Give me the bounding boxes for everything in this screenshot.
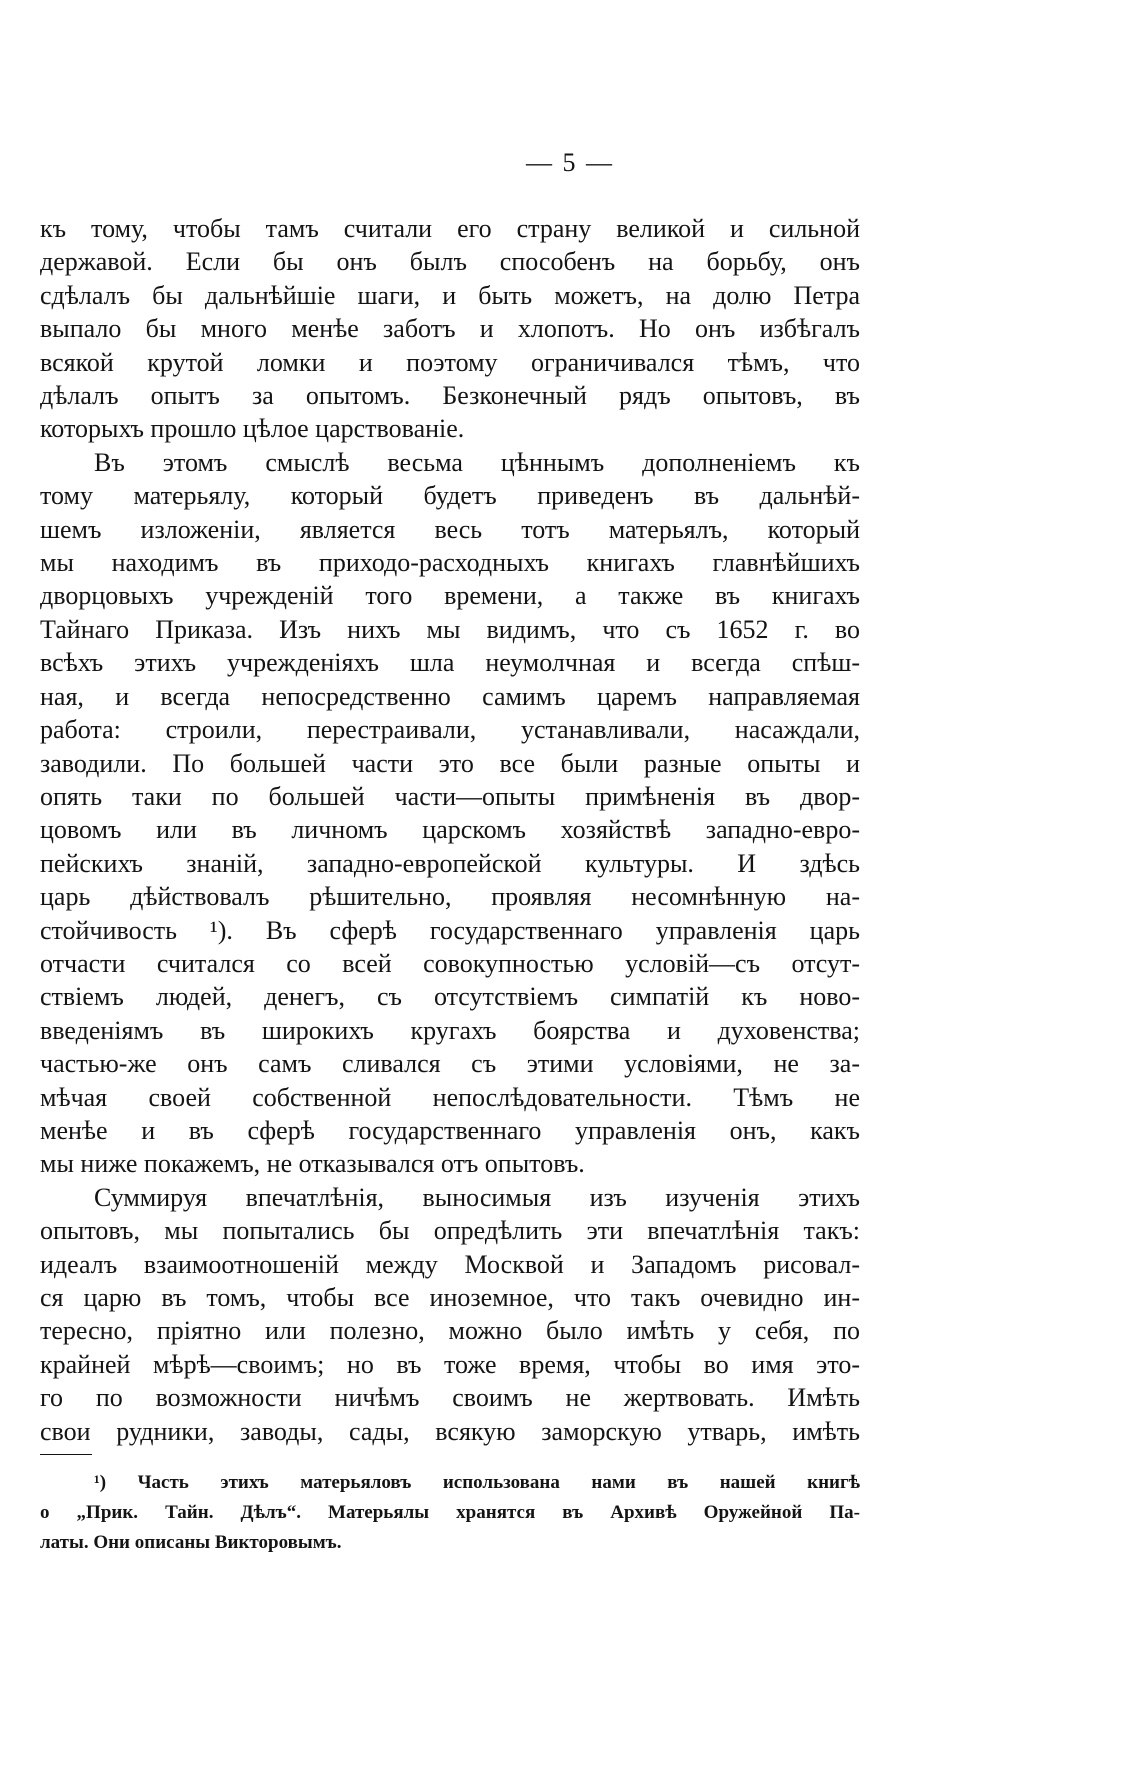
text-line: тому матерьялу, который будетъ приведенъ въ дальнѣй-: [40, 481, 860, 511]
text-line: державой. Если бы онъ былъ способенъ на борьбу, онъ: [40, 247, 860, 277]
text-line: отчасти считался со всей совокупностью условій—съ отсут-: [40, 948, 860, 978]
text-line: дворцовыхъ учрежденій того времени, а также въ книгахъ: [40, 581, 860, 611]
text-line: стойчивость ¹). Въ сферѣ государственнаго управленія царь: [40, 915, 860, 945]
text-line: Тайнаго Приказа. Изъ нихъ мы видимъ, что съ 1652 г. во: [40, 614, 860, 644]
paragraph: [40, 1181, 860, 1448]
text-line: шемъ изложеніи, является весь тотъ матерьялъ, который: [40, 514, 860, 544]
footnote: [40, 1468, 860, 1558]
text-line: опять таки по большей части—опыты примѣненія въ двор-: [40, 781, 860, 811]
text-line: введеніямъ въ широкихъ кругахъ боярства и духовенства;: [40, 1015, 860, 1045]
page-number: — 5 —: [526, 148, 614, 177]
text-line: мы находимъ въ приходо-расходныхъ книгахъ главнѣйшихъ: [40, 548, 860, 578]
text-line: Въ этомъ смыслѣ весьма цѣннымъ дополненіемъ къ: [94, 447, 860, 477]
footnote-line: латы. Они описаны Викторовымъ.: [40, 1532, 342, 1553]
text-line: опытовъ, мы попытались бы опредѣлить эти впечатлѣнія такъ:: [40, 1216, 860, 1246]
text-line: тересно, пріятно или полезно, можно было имѣть у себя, по: [40, 1316, 860, 1346]
footnote-line: о „Прик. Тайн. Дѣлъ“. Матерьялы хранятся въ Архивѣ Оружейной Па-: [40, 1502, 860, 1523]
text-line: выпало бы много менѣе заботъ и хлопотъ. Но онъ избѣгалъ: [40, 314, 860, 344]
footnote-line: ¹) Часть этихъ матерьяловъ использована нами въ нашей книгѣ: [94, 1472, 860, 1493]
text-line: мѣчая своей собственной непослѣдовательности. Тѣмъ не: [40, 1082, 860, 1112]
text-line: ствіемъ людей, денегъ, съ отсутствіемъ симпатій къ ново-: [40, 982, 860, 1012]
text-line: которыхъ прошло цѣлое царствованіе.: [40, 414, 465, 444]
text-line: царь дѣйствовалъ рѣшительно, проявляя несомнѣнную на-: [40, 882, 860, 912]
paragraph: [40, 446, 860, 1181]
text-line: го по возможности ничѣмъ своимъ не жертвовать. Имѣть: [40, 1383, 860, 1413]
paragraph: [40, 212, 860, 446]
text-line: дѣлалъ опытъ за опытомъ. Безконечный рядъ опытовъ, въ: [40, 381, 860, 411]
text-line: крайней мѣрѣ—своимъ; но въ тоже время, чтобы во имя это-: [40, 1349, 860, 1379]
text-line: къ тому, чтобы тамъ считали его страну великой и сильной: [40, 214, 860, 243]
text-line: ная, и всегда непосредственно самимъ царемъ направляемая: [40, 681, 860, 711]
text-line: пейскихъ знаній, западно-европейской культуры. И здѣсь: [40, 848, 860, 878]
footnote-divider: [40, 1454, 92, 1455]
text-line: частью-же онъ самъ сливался съ этими условіями, не за-: [40, 1049, 860, 1079]
body-text: [40, 212, 860, 1448]
text-line: работа: строили, перестраивали, устанавливали, насаждали,: [40, 715, 860, 745]
text-line: идеалъ взаимоотношеній между Москвой и Западомъ рисовал-: [40, 1249, 860, 1279]
text-line: заводили. По большей части это все были разные опыты и: [40, 748, 860, 778]
text-line: мы ниже покажемъ, не отказывался отъ опытовъ.: [40, 1149, 585, 1179]
text-line: ся царю въ томъ, чтобы все иноземное, что такъ очевидно ин-: [40, 1283, 860, 1312]
text-line: свои рудники, заводы, сады, всякую заморскую утварь, имѣть: [40, 1416, 860, 1446]
text-line: менѣе и въ сферѣ государственнаго управленія онъ, какъ: [40, 1115, 860, 1145]
text-line: всѣхъ этихъ учрежденіяхъ шла неумолчная и всегда спѣш-: [40, 648, 860, 678]
text-line: сдѣлалъ бы дальнѣйшіе шаги, и быть можетъ, на долю Петра: [40, 280, 860, 310]
text-line: цовомъ или въ личномъ царскомъ хозяйствѣ западно-евро-: [40, 815, 860, 845]
text-line: всякой крутой ломки и поэтому ограничивался тѣмъ, что: [40, 347, 860, 377]
text-line: Суммируя впечатлѣнія, выносимыя изъ изученія этихъ: [94, 1182, 860, 1212]
